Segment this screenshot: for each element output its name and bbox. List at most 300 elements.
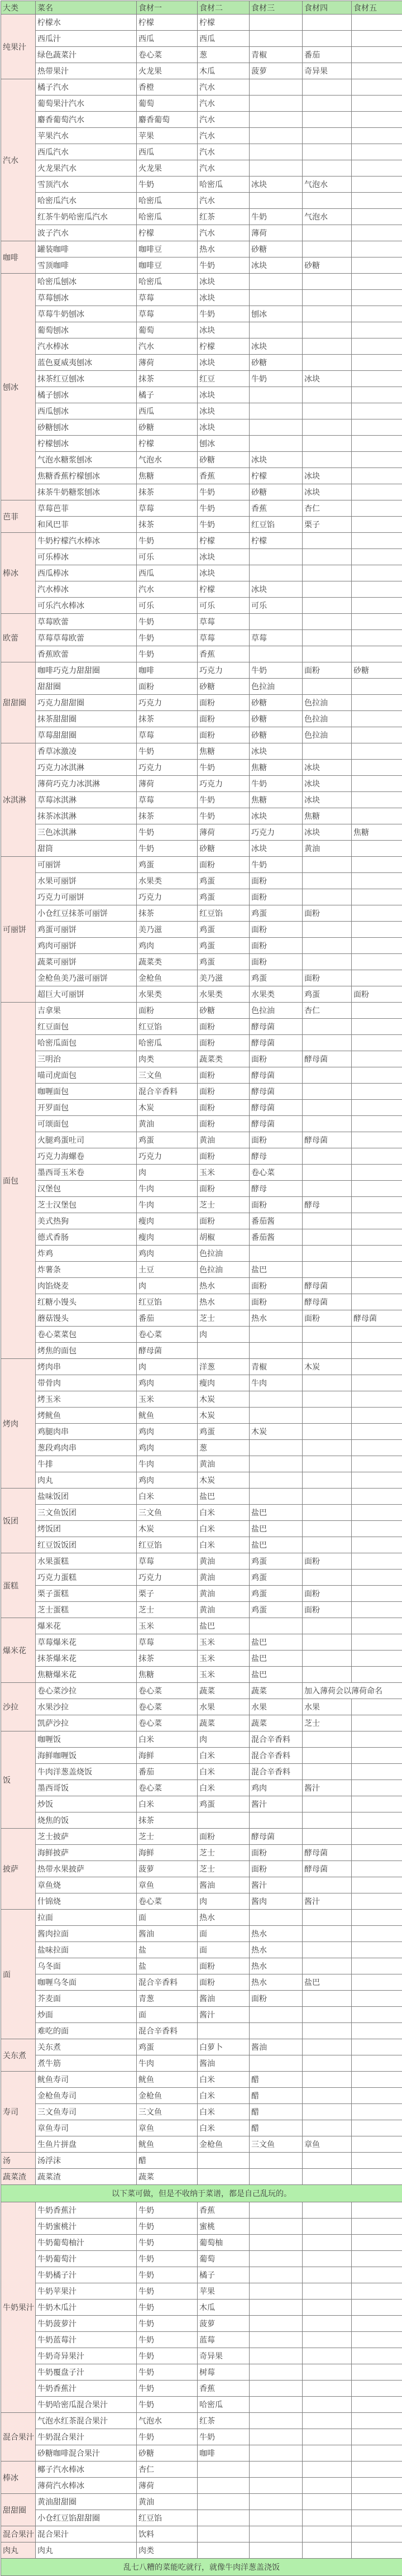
ingredient-cell: 色拉油: [250, 1003, 303, 1019]
dish-name-cell: 肉丸: [36, 1472, 137, 1489]
dish-name-cell: 抹茶红豆刨冰: [36, 371, 137, 387]
category-cell: 沙拉: [1, 1683, 36, 1731]
ingredient-cell: 牛奶: [137, 2235, 198, 2251]
ingredient-cell: 色拉油: [250, 679, 303, 695]
dish-name-cell: 三文鱼寿司: [36, 2104, 137, 2120]
ingredient-cell: 冰块: [250, 581, 303, 598]
ingredient-cell: 气泡水: [303, 209, 352, 225]
dish-name-cell: 蔬菜渣: [36, 2169, 137, 2185]
ingredient-cell: [303, 1116, 352, 1132]
table-row: [1, 1683, 402, 1699]
dish-name-cell: 卷心菜菜包: [36, 1327, 137, 1343]
ingredient-cell: 红豆馅: [137, 1019, 198, 1035]
ingredient-cell: 气泡水: [303, 176, 352, 193]
ingredient-cell: [303, 743, 352, 760]
ingredient-cell: [303, 2397, 352, 2413]
dish-name-cell: 水果沙拉: [36, 1699, 137, 1715]
ingredient-cell: 盐巴: [198, 1618, 250, 1634]
table-row: [1, 63, 402, 79]
ingredient-cell: [303, 2478, 352, 2494]
dish-name-cell: 葡萄果汁汽水: [36, 96, 137, 112]
ingredient-cell: 冰块: [198, 403, 250, 419]
ingredient-cell: 巧克力: [198, 662, 250, 679]
dish-name-cell: 绿色蔬菜汁: [36, 47, 137, 63]
ingredient-cell: [303, 355, 352, 371]
table-row: [1, 144, 402, 160]
ingredient-cell: 面粉: [198, 1019, 250, 1035]
dish-name-cell: 牛奶混合果汁: [36, 2429, 137, 2445]
ingredient-cell: 白米: [198, 2104, 250, 2120]
dish-name-cell: 哈密瓜面包: [36, 1035, 137, 1051]
dish-name-cell: 抹茶甜甜圈: [36, 711, 137, 727]
ingredient-cell: [352, 1197, 402, 1213]
dish-name-cell: 草莓爆米花: [36, 1634, 137, 1650]
ingredient-cell: 面粉: [198, 1084, 250, 1100]
ingredient-cell: [303, 1019, 352, 1035]
dish-name-cell: 墨西哥饭: [36, 1780, 137, 1796]
table-row: [1, 2251, 402, 2267]
ingredient-cell: 冰块: [303, 776, 352, 792]
ingredient-cell: 面粉: [250, 938, 303, 954]
ingredient-cell: [303, 1634, 352, 1650]
ingredient-cell: 白米: [137, 1731, 198, 1748]
dish-name-cell: 难吃的面: [36, 2023, 137, 2039]
ingredient-cell: 面粉: [198, 727, 250, 743]
table-row: [1, 1553, 402, 1570]
table-row: [1, 1893, 402, 1910]
ingredient-cell: [303, 1942, 352, 1958]
ingredient-cell: 巧克力: [137, 760, 198, 776]
ingredient-cell: [352, 355, 402, 371]
ingredient-cell: 蔬菜: [137, 2169, 198, 2185]
ingredient-cell: 抹茶: [137, 517, 198, 533]
table-row: [1, 581, 402, 598]
ingredient-cell: 番茄酱: [250, 1229, 303, 1246]
column-header: 大类: [1, 1, 36, 15]
dish-name-cell: 烧焦的饭: [36, 1812, 137, 1829]
category-cell: 面包: [1, 1003, 36, 1359]
table-row: [1, 2332, 402, 2348]
ingredient-cell: 汽水: [198, 96, 250, 112]
table-row: [1, 1116, 402, 1132]
ingredient-cell: 盐巴: [303, 1974, 352, 1991]
ingredient-cell: [250, 614, 303, 630]
ingredient-cell: 抹茶: [137, 484, 198, 500]
ingredient-cell: 章鱼: [137, 1877, 198, 1893]
ingredient-cell: [352, 1991, 402, 2007]
ingredient-cell: [303, 1829, 352, 1845]
table-row: [1, 436, 402, 452]
ingredient-cell: [352, 2283, 402, 2300]
ingredient-cell: 砂糖: [250, 355, 303, 371]
ingredient-cell: 西瓜: [137, 403, 198, 419]
ingredient-cell: [303, 322, 352, 338]
ingredient-cell: 水果类: [137, 986, 198, 1003]
ingredient-cell: 番茄酱: [250, 1213, 303, 1229]
ingredient-cell: 牛奶: [137, 2429, 198, 2445]
ingredient-cell: [352, 290, 402, 306]
ingredient-cell: 色拉油: [303, 695, 352, 711]
category-cell: 混合果汁: [1, 2413, 36, 2461]
dish-name-cell: 哈密瓜汽水: [36, 193, 137, 209]
dish-name-cell: 吉拿果: [36, 1003, 137, 1019]
ingredient-cell: 汽水: [198, 144, 250, 160]
ingredient-cell: [198, 1812, 250, 1829]
table-row: [1, 1845, 402, 1861]
ingredient-cell: 黄油: [198, 1456, 250, 1472]
ingredient-cell: 色拉油: [303, 727, 352, 743]
ingredient-cell: [352, 1019, 402, 1035]
column-header: 食材四: [303, 1, 352, 15]
ingredient-cell: 盐巴: [250, 1262, 303, 1278]
ingredient-cell: [352, 1877, 402, 1893]
table-row: [1, 2235, 402, 2251]
dish-name-cell: 炒饭: [36, 1796, 137, 1812]
ingredient-cell: 巧克力: [137, 1148, 198, 1165]
ingredient-cell: 冰块: [303, 760, 352, 776]
ingredient-cell: 冰块: [303, 824, 352, 841]
ingredient-cell: 草莓: [137, 500, 198, 517]
table-row: [1, 96, 402, 112]
dish-name-cell: 热带果汁: [36, 63, 137, 79]
ingredient-cell: 章鱼: [303, 2136, 352, 2153]
ingredient-cell: [352, 1424, 402, 1440]
ingredient-cell: 牛奶: [250, 209, 303, 225]
dish-name-cell: 牛奶橘子汁: [36, 2267, 137, 2283]
ingredient-cell: 黄油: [198, 1570, 250, 1586]
ingredient-cell: [303, 2251, 352, 2267]
table-row: [1, 1521, 402, 1537]
ingredient-cell: [303, 2235, 352, 2251]
ingredient-cell: 砂糖: [250, 484, 303, 500]
ingredient-cell: [250, 2526, 303, 2542]
category-cell: 棒冰: [1, 2461, 36, 2494]
ingredient-cell: 柠檬: [137, 15, 198, 31]
table-row: [1, 905, 402, 922]
ingredient-cell: [352, 160, 402, 176]
ingredient-cell: 西瓜: [137, 565, 198, 581]
ingredient-cell: 栗子: [303, 517, 352, 533]
ingredient-cell: [198, 2494, 250, 2510]
table-row: [1, 403, 402, 419]
ingredient-cell: 木瓜: [198, 2300, 250, 2316]
ingredient-cell: [352, 857, 402, 873]
ingredient-cell: 牛奶: [137, 2316, 198, 2332]
ingredient-cell: [250, 2267, 303, 2283]
ingredient-cell: [352, 241, 402, 257]
dish-name-cell: 墨西哥玉米卷: [36, 1165, 137, 1181]
ingredient-cell: 香蕉: [198, 2381, 250, 2397]
ingredient-cell: 肉: [198, 1731, 250, 1748]
ingredient-cell: 木炭: [250, 1424, 303, 1440]
ingredient-cell: [352, 743, 402, 760]
dish-name-cell: 烤玉米: [36, 1391, 137, 1408]
table-row: [1, 954, 402, 970]
ingredient-cell: 鸡蛋: [250, 1602, 303, 1618]
ingredient-cell: [352, 2120, 402, 2136]
ingredient-cell: [198, 2526, 250, 2542]
ingredient-cell: [303, 160, 352, 176]
ingredient-cell: [303, 1650, 352, 1667]
table-row: [1, 970, 402, 986]
table-row: [1, 662, 402, 679]
ingredient-cell: 砂糖: [303, 257, 352, 274]
dish-name-cell: 葱段鸡肉串: [36, 1440, 137, 1456]
ingredient-cell: 木炭: [198, 1408, 250, 1424]
ingredient-cell: 木炭: [198, 1391, 250, 1408]
ingredient-cell: [303, 2120, 352, 2136]
ingredient-cell: [352, 1084, 402, 1100]
dish-name-cell: 草莓牛奶刨冰: [36, 306, 137, 322]
table-row: [1, 2283, 402, 2300]
note-cell: 加入薄荷会以薄荷命名: [303, 1683, 402, 1699]
ingredient-cell: [198, 2478, 250, 2494]
ingredient-cell: 牛奶: [250, 662, 303, 679]
ingredient-cell: [250, 322, 303, 338]
ingredient-cell: [352, 630, 402, 646]
ingredient-cell: 冰块: [303, 468, 352, 484]
ingredient-cell: 冰块: [303, 484, 352, 500]
ingredient-cell: 金枪鱼: [198, 2136, 250, 2153]
ingredient-cell: 盐巴: [250, 1505, 303, 1521]
ingredient-cell: [303, 1667, 352, 1683]
ingredient-cell: 面粉: [250, 922, 303, 938]
category-cell: 芭菲: [1, 500, 36, 533]
ingredient-cell: [250, 193, 303, 209]
ingredient-cell: 酱油: [198, 2055, 250, 2072]
ingredient-cell: 酵母: [250, 1181, 303, 1197]
ingredient-cell: 饮料: [137, 2526, 198, 2542]
table-row: [1, 1051, 402, 1067]
dish-name-cell: 酱肉拉面: [36, 1926, 137, 1942]
ingredient-cell: 刨冰: [250, 306, 303, 322]
ingredient-cell: 香蕉: [198, 2202, 250, 2219]
ingredient-cell: 三文鱼: [137, 2104, 198, 2120]
dish-name-cell: 牛奶苹果汁: [36, 2283, 137, 2300]
ingredient-cell: [250, 2542, 303, 2559]
ingredient-cell: 冰块: [198, 290, 250, 306]
ingredient-cell: 蔬菜: [250, 1683, 303, 1699]
ingredient-cell: 薄荷: [137, 2478, 198, 2494]
dish-name-cell: 芝士披萨: [36, 1829, 137, 1845]
table-row: [1, 31, 402, 47]
dish-name-cell: 生鱼片拼盘: [36, 2136, 137, 2153]
ingredient-cell: [352, 1845, 402, 1861]
ingredient-cell: 酵母菌: [303, 1132, 352, 1148]
ingredient-cell: [250, 2235, 303, 2251]
ingredient-cell: [250, 96, 303, 112]
category-cell: 汤: [1, 2153, 36, 2169]
ingredient-cell: [352, 1278, 402, 1294]
table-row: [1, 1440, 402, 1456]
table-row: [1, 549, 402, 565]
dish-name-cell: 雪顶汽水: [36, 176, 137, 193]
ingredient-cell: 盐: [137, 1958, 198, 1974]
ingredient-cell: 抹茶: [137, 1650, 198, 1667]
ingredient-cell: [352, 1165, 402, 1181]
ingredient-cell: [352, 2510, 402, 2526]
ingredient-cell: 木炭: [137, 1521, 198, 1537]
ingredient-cell: [303, 630, 352, 646]
ingredient-cell: [303, 1570, 352, 1586]
category-cell: 甜甜圈: [1, 662, 36, 743]
ingredient-cell: 酵母菌: [137, 1343, 198, 1359]
dish-name-cell: 巧克力冰淇淋: [36, 760, 137, 776]
table-row: [1, 1132, 402, 1148]
category-cell: 汽水: [1, 79, 36, 241]
ingredient-cell: [250, 274, 303, 290]
column-header: 食材三: [250, 1, 303, 15]
table-row: [1, 1100, 402, 1116]
ingredient-cell: 面粉: [198, 1035, 250, 1051]
table-row: [1, 1505, 402, 1521]
ingredient-cell: 酱汁: [303, 1780, 352, 1796]
dish-name-cell: 蘑菇馒头: [36, 1310, 137, 1327]
ingredient-cell: 橘子: [198, 2267, 250, 2283]
ingredient-cell: 牛肉: [250, 1375, 303, 1391]
ingredient-cell: [303, 1262, 352, 1278]
ingredient-cell: 鸡蛋: [198, 889, 250, 905]
table-row: [1, 1877, 402, 1893]
ingredient-cell: 瘦肉: [137, 1229, 198, 1246]
dish-name-cell: 烤肉串: [36, 1359, 137, 1375]
ingredient-cell: [352, 322, 402, 338]
ingredient-cell: [198, 2153, 250, 2169]
dish-name-cell: 烤饭团: [36, 1521, 137, 1537]
ingredient-cell: 蔬菜: [198, 1683, 250, 1699]
ingredient-cell: [352, 2023, 402, 2039]
ingredient-cell: 砂糖: [250, 241, 303, 257]
ingredient-cell: [352, 1910, 402, 1926]
ingredient-cell: 抹茶: [137, 1812, 198, 1829]
ingredient-cell: [250, 419, 303, 436]
ingredient-cell: [352, 1634, 402, 1650]
ingredient-cell: 鸡蛋: [198, 873, 250, 889]
ingredient-cell: 香蕉: [250, 500, 303, 517]
ingredient-cell: [250, 1812, 303, 1829]
ingredient-cell: [250, 2510, 303, 2526]
dish-name-cell: 西瓜刨冰: [36, 403, 137, 419]
table-row: [1, 128, 402, 144]
dish-name-cell: 巧克力可丽饼: [36, 889, 137, 905]
table-row: [1, 225, 402, 241]
ingredient-cell: 鸡肉: [250, 1780, 303, 1796]
ingredient-cell: [303, 1148, 352, 1165]
table-row: [1, 2510, 402, 2526]
ingredient-cell: 面粉: [352, 986, 402, 1003]
ingredient-cell: 牛奶: [137, 614, 198, 630]
ingredient-cell: [352, 419, 402, 436]
ingredient-cell: 牛奶: [198, 2429, 250, 2445]
ingredient-cell: [352, 31, 402, 47]
ingredient-cell: 汽水: [198, 225, 250, 241]
ingredient-cell: [303, 873, 352, 889]
ingredient-cell: 面粉: [250, 1278, 303, 1294]
ingredient-cell: [303, 1521, 352, 1537]
ingredient-cell: [303, 2526, 352, 2542]
ingredient-cell: 鱿鱼: [137, 2136, 198, 2153]
ingredient-cell: 番茄: [137, 1764, 198, 1780]
ingredient-cell: [352, 1116, 402, 1132]
ingredient-cell: [352, 1974, 402, 1991]
table-row: [1, 2429, 402, 2445]
ingredient-cell: 木炭: [303, 1359, 352, 1375]
ingredient-cell: [303, 387, 352, 403]
ingredient-cell: 番茄: [303, 47, 352, 63]
ingredient-cell: [352, 274, 402, 290]
ingredient-cell: [303, 889, 352, 905]
ingredient-cell: [352, 15, 402, 31]
dish-name-cell: 可乐棒冰: [36, 549, 137, 565]
ingredient-cell: 牛奶: [198, 808, 250, 824]
ingredient-cell: 砂糖: [198, 1003, 250, 1019]
ingredient-cell: [303, 2445, 352, 2461]
ingredient-cell: 菠萝: [250, 63, 303, 79]
table-row: [1, 47, 402, 63]
ingredient-cell: 酱油: [198, 1877, 250, 1893]
ingredient-cell: 芝士: [198, 1197, 250, 1213]
ingredient-cell: 面粉: [303, 1586, 352, 1602]
table-row: [1, 452, 402, 468]
ingredient-cell: [303, 1748, 352, 1764]
ingredient-cell: 砂糖: [137, 419, 198, 436]
ingredient-cell: 酵母菌: [250, 1100, 303, 1116]
ingredient-cell: 刨冰: [198, 436, 250, 452]
ingredient-cell: 砂糖: [137, 2445, 198, 2461]
ingredient-cell: 冰块: [250, 452, 303, 468]
ingredient-cell: 冰块: [198, 549, 250, 565]
ingredient-cell: 牛奶: [137, 176, 198, 193]
ingredient-cell: [303, 452, 352, 468]
ingredient-cell: [352, 727, 402, 743]
ingredient-cell: [352, 1246, 402, 1262]
ingredient-cell: 芝士: [303, 1715, 352, 1731]
ingredient-cell: [250, 2364, 303, 2381]
ingredient-cell: 胡椒: [198, 1229, 250, 1246]
ingredient-cell: [250, 2445, 303, 2461]
table-row: [1, 15, 402, 31]
ingredient-cell: [250, 2283, 303, 2300]
ingredient-cell: [352, 2478, 402, 2494]
ingredient-cell: 面粉: [250, 1197, 303, 1213]
ingredient-cell: 白米: [198, 1780, 250, 1796]
ingredient-cell: [250, 160, 303, 176]
ingredient-cell: 金枪鱼: [137, 970, 198, 986]
ingredient-cell: [352, 2316, 402, 2332]
ingredient-cell: [352, 1715, 402, 1731]
ingredient-cell: [352, 1748, 402, 1764]
ingredient-cell: 混合辛香料: [250, 1748, 303, 1764]
dish-name-cell: 咖喱乌冬面: [36, 1974, 137, 1991]
ingredient-cell: [352, 2136, 402, 2153]
ingredient-cell: 水果: [303, 1699, 352, 1715]
ingredient-cell: 汽水: [198, 160, 250, 176]
ingredient-cell: 白米: [198, 1748, 250, 1764]
ingredient-cell: 醋: [250, 2088, 303, 2104]
ingredient-cell: [303, 128, 352, 144]
ingredient-cell: 热水: [198, 1278, 250, 1294]
ingredient-cell: 牛奶: [137, 841, 198, 857]
table-row: [1, 79, 402, 96]
ingredient-cell: 面粉: [303, 662, 352, 679]
table-row: [1, 1958, 402, 1974]
ingredient-cell: 面粉: [198, 1958, 250, 1974]
ingredient-cell: 黄油: [303, 841, 352, 857]
ingredient-cell: 面粉: [198, 1974, 250, 1991]
ingredient-cell: 巧克力: [137, 1570, 198, 1586]
ingredient-cell: [352, 2007, 402, 2023]
dish-name-cell: 汉堡包: [36, 1181, 137, 1197]
